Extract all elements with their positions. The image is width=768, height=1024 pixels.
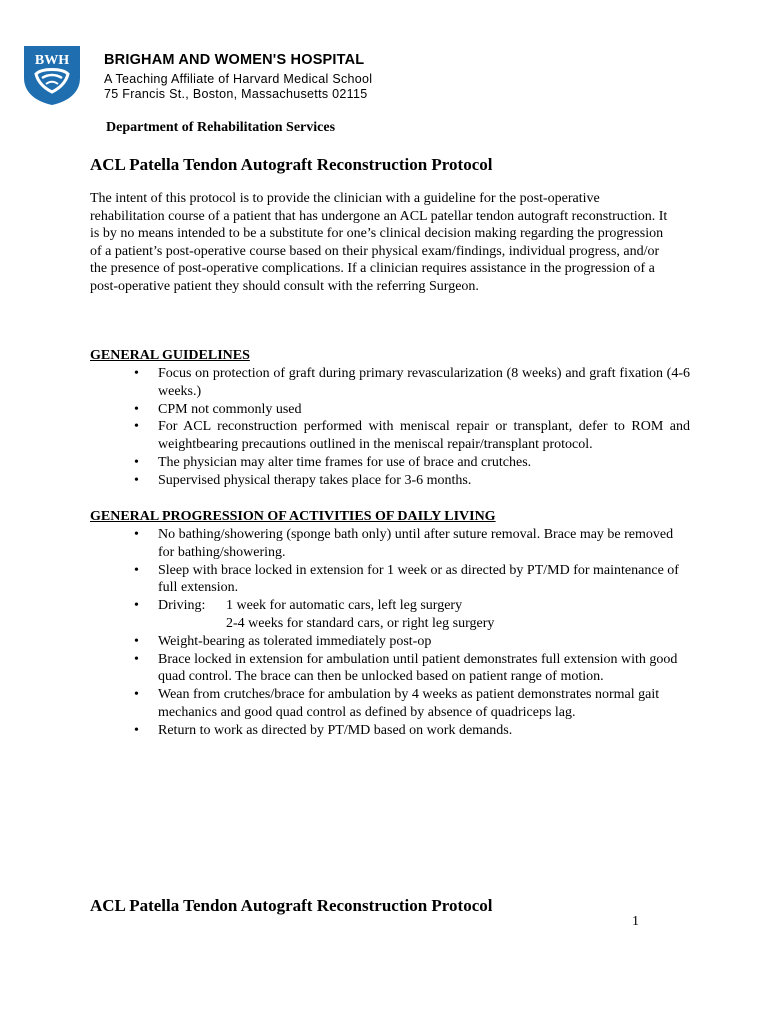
adl-section xyxy=(90,508,690,740)
general-guidelines-section xyxy=(90,347,690,490)
list-item: • Supervised physical therapy takes place for 3-6 months. xyxy=(90,472,690,490)
list-item: • Return to work as directed by PT/MD based on work demands. xyxy=(90,722,690,740)
intro-paragraph: The intent of this protocol is to provide the clinician with a guideline for the post-operative rehabilitation course of a patient that has undergone an ACL patellar tendon autograft reconstruction. It is by no means intended to be a substitute for one’s clinical decision making regarding the progression of a patient’s post-operative course based on their physical exam/findings, individual progress, and/or the presence of post-operative complications. If a clinician requires assistance in the progression of a post-operative patient they should consult with the referring Surgeon. xyxy=(90,191,668,294)
adl-list xyxy=(90,526,690,740)
adl-heading: GENERAL PROGRESSION OF ACTIVITIES OF DAILY LIVING xyxy=(90,509,496,524)
logo-text: BWH xyxy=(34,53,70,68)
list-item: • Brace locked in extension for ambulation until patient demonstrates full extension with good quad control. The brace can then be unlocked based on patient range of motion. xyxy=(90,651,690,687)
list-item: • Weight-bearing as tolerated immediately post-op xyxy=(90,633,690,651)
list-item: • For ACL reconstruction performed with meniscal repair or transplant, defer to ROM and weightbearing precautions outlined in the meniscal repair/transplant protocol. xyxy=(90,418,690,454)
hospital-affiliation: A Teaching Affiliate of Harvard Medical School xyxy=(104,72,373,86)
bwh-shield-icon xyxy=(22,44,82,106)
list-item: • Sleep with brace locked in extension for 1 week or as directed by PT/MD for maintenance of full extension. xyxy=(90,562,690,598)
list-item: • No bathing/showering (sponge bath only) until after suture removal. Brace may be removed for bathing/showering. xyxy=(90,526,690,562)
list-item-driving xyxy=(90,597,690,633)
general-guidelines-list xyxy=(90,365,690,490)
list-item: • The physician may alter time frames for use of brace and crutches. xyxy=(90,454,690,472)
driving-automatic: 1 week for automatic cars, left leg surgery xyxy=(226,598,463,614)
bwh-logo xyxy=(22,44,82,106)
page-number: 1 xyxy=(632,914,639,929)
general-guidelines-heading: GENERAL GUIDELINES xyxy=(90,348,250,363)
list-item: • Wean from crutches/brace for ambulation by 4 weeks as patient demonstrates normal gait mechanics and good quad control as defined by absence of quadriceps lag. xyxy=(90,686,690,722)
driving-label: Driving: xyxy=(158,598,206,614)
hospital-name: BRIGHAM AND WOMEN'S HOSPITAL xyxy=(104,52,365,68)
footer-title: ACL Patella Tendon Autograft Reconstruction Protocol xyxy=(90,896,493,915)
driving-standard: 2-4 weeks for standard cars, or right leg surgery xyxy=(226,615,495,631)
list-item: • Focus on protection of graft during primary revascularization (8 weeks) and graft fixation (4-6 weeks.) xyxy=(90,365,690,401)
page-title: ACL Patella Tendon Autograft Reconstruction Protocol xyxy=(90,155,493,174)
list-item: • CPM not commonly used xyxy=(90,401,690,419)
hospital-address: 75 Francis St., Boston, Massachusetts 02115 xyxy=(104,87,368,101)
department-name: Department of Rehabilitation Services xyxy=(106,120,336,135)
